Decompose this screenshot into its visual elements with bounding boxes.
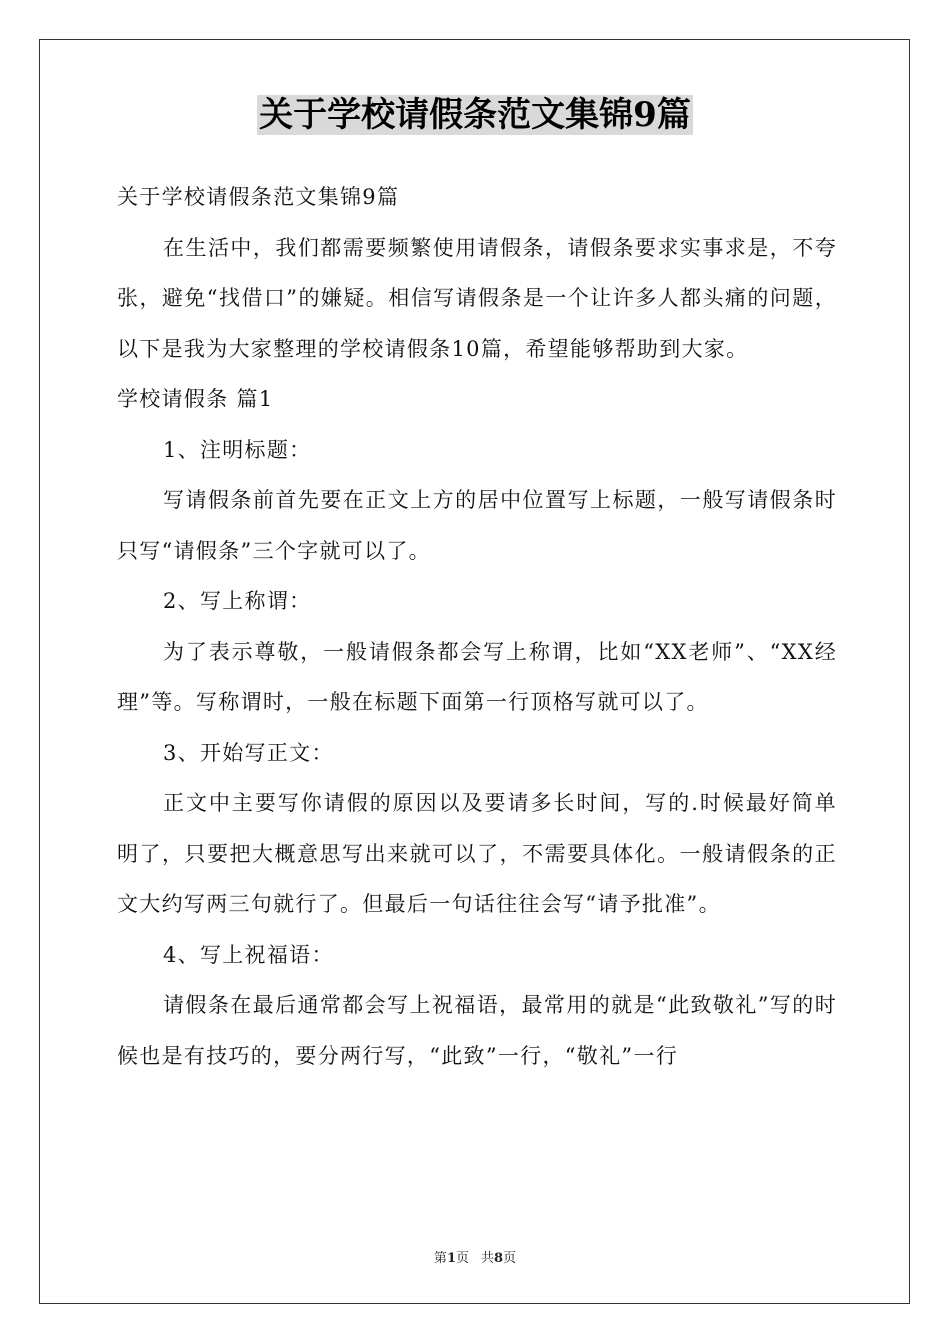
footer-total-pages: 8 [494, 1251, 504, 1266]
footer-page-current: 1 [446, 1251, 456, 1266]
document-body [117, 172, 837, 1081]
page-footer [0, 1247, 950, 1266]
step-paragraph-3: 正文中主要写你请假的原因以及要请多长时间，写的.时候最好简单明了，只要把大概意思写出来就可以了，不需要具体化。一般请假条的正文大约写两三句就行了。但最后一句话往往会写“请予批准”。 [117, 791, 837, 916]
step-heading-4: 4、写上祝福语： [163, 942, 334, 967]
footer-page-suffix: 页 [455, 1251, 469, 1266]
step-paragraph-2: 为了表示尊敬，一般请假条都会写上称谓，比如“XX老师”、“XX经理”等。写称谓时，一般在标题下面第一行顶格写就可以了。 [117, 639, 837, 714]
intro-paragraph: 在生活中，我们都需要频繁使用请假条，请假条要求实事求是，不夸张，避免“找借口”的嫌疑。相信写请假条是一个让许多人都头痛的问题，以下是我为大家整理的学校请假条10篇，希望能够帮助到大家。 [117, 235, 837, 361]
subtitle-line: 关于学校请假条范文集锦9篇 [117, 185, 400, 209]
footer-total-prefix: 共 [481, 1251, 495, 1266]
footer-total-suffix: 页 [503, 1251, 517, 1266]
document-title [0, 86, 950, 144]
step-paragraph-1: 写请假条前首先要在正文上方的居中位置写上标题，一般写请假条时只写“请假条”三个字就可以了。 [117, 488, 837, 563]
document-title-text: 关于学校请假条范文集锦9篇 [259, 95, 691, 135]
step-heading-2: 2、写上称谓： [163, 589, 312, 613]
section-heading: 学校请假条 篇1 [117, 387, 274, 411]
footer-page-prefix: 第 [433, 1251, 447, 1266]
step-heading-1: 1、注明标题： [163, 437, 312, 462]
step-heading-3: 3、开始写正文： [163, 740, 334, 765]
step-paragraph-4: 请假条在最后通常都会写上祝福语，最常用的就是“此致敬礼”写的时候也是有技巧的，要分两行写，“此致”一行，“敬礼”一行 [117, 993, 837, 1068]
